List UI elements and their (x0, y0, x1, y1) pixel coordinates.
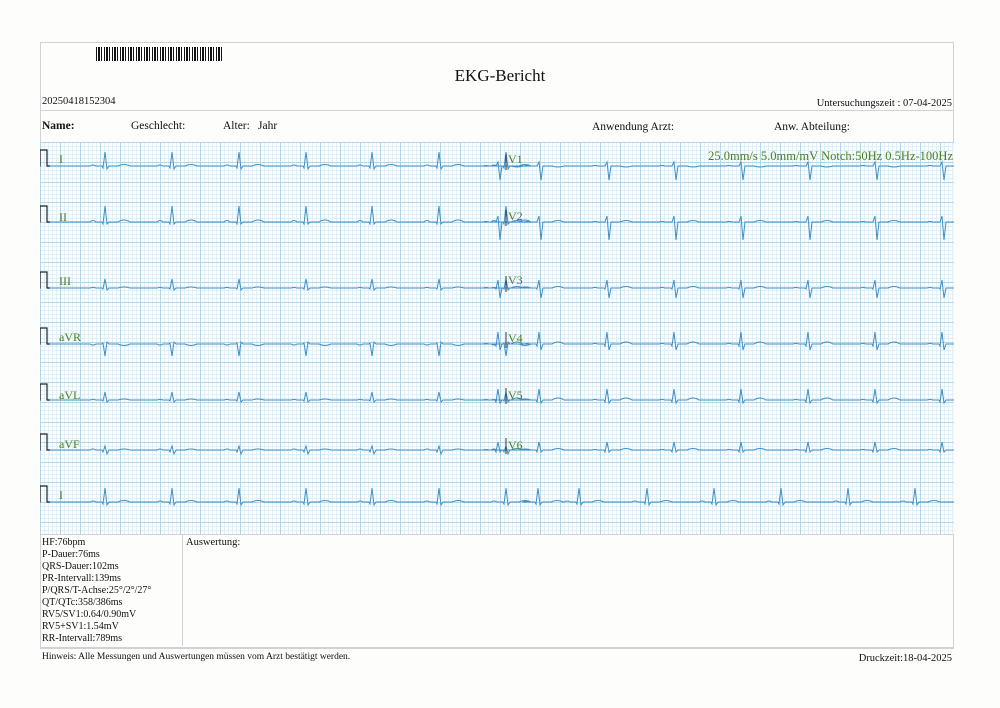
lead-label-rhythm-I: I (59, 488, 63, 502)
lead-label-V4: V4 (508, 331, 523, 345)
measurement-rr-interval: RR-Intervall:789ms (42, 633, 122, 644)
lead-label-V2: V2 (508, 209, 523, 223)
ecg-trace-I (40, 150, 531, 169)
lead-label-V3: V3 (508, 273, 523, 287)
measurement-qrs-duration: QRS-Dauer:102ms (42, 561, 119, 572)
ecg-trace-V2 (483, 216, 954, 240)
lead-label-V5: V5 (508, 388, 523, 402)
ecg-trace-V5 (483, 389, 954, 403)
print-time: Druckzeit:18-04-2025 (858, 653, 952, 664)
lead-label-aVF: aVF (59, 437, 80, 451)
exam-time: Untersuchungszeit : 07-04-2025 (816, 98, 952, 109)
header-divider-top (40, 110, 954, 111)
calibration-pulse-aVL (40, 384, 50, 400)
measurement-qt-qtc: QT/QTc:358/386ms (42, 597, 123, 608)
ecg-settings: 25.0mm/s 5.0mm/mV Notch:50Hz 0.5Hz-100Hz (708, 149, 953, 163)
lead-label-V1: V1 (508, 152, 523, 166)
lead-label-III: III (59, 274, 71, 288)
calibration-pulse-II (40, 206, 50, 222)
name-label: Name: (42, 120, 75, 132)
measurement-axis: P/QRS/T-Achse:25°/2°/27° (42, 585, 152, 596)
ecg-trace-aVR (40, 328, 531, 356)
calibration-pulse-aVR (40, 328, 50, 344)
measurement-p-duration: P-Dauer:76ms (42, 549, 100, 560)
lead-label-aVL: aVL (59, 388, 81, 402)
ecg-trace-V6 (483, 442, 954, 452)
measurements-list (42, 537, 151, 645)
ecg-trace-V1 (483, 162, 954, 180)
ecg-trace-V3 (483, 280, 954, 298)
lead-label-V6: V6 (508, 438, 523, 452)
lead-label-II: II (59, 210, 67, 224)
bottom-divider (40, 534, 954, 535)
doctor-label: Anwendung Arzt: (592, 121, 675, 133)
ecg-trace-rhythm-I (40, 486, 954, 505)
sex-label: Geschlecht: (131, 120, 186, 132)
ecg-trace-aVL (40, 384, 531, 402)
ecg-trace-V4 (483, 332, 954, 350)
measurement-rv5-plus-sv1: RV5+SV1:1.54mV (42, 621, 119, 632)
ecg-trace-aVF (40, 434, 531, 454)
evaluation-label: Auswertung: (186, 537, 241, 548)
department-label: Anw. Abteilung: (774, 121, 850, 133)
calibration-pulse-I (40, 150, 50, 166)
age-unit: Jahr (258, 120, 278, 132)
measurement-rv5-sv1: RV5/SV1:0.64/0.90mV (42, 609, 137, 620)
ecg-traces (40, 142, 954, 534)
footer-notice: Hinweis: Alle Messungen und Auswertungen müssen vom Arzt bestätigt werden. (42, 652, 351, 662)
panel-divider (182, 534, 183, 646)
ecg-trace-III (40, 272, 531, 290)
barcode (96, 47, 224, 61)
measurement-hr: HF:76bpm (42, 537, 86, 548)
calibration-pulse-rhythm-I (40, 486, 50, 502)
measurement-pr-interval: PR-Intervall:139ms (42, 573, 121, 584)
record-id: 20250418152304 (42, 96, 116, 107)
ecg-trace-II (40, 206, 531, 224)
lead-label-aVR: aVR (59, 330, 81, 344)
calibration-pulse-III (40, 272, 50, 288)
lead-label-I: I (59, 152, 63, 166)
age-label: Alter: (223, 120, 250, 132)
calibration-pulse-aVF (40, 434, 50, 450)
page-title: EKG-Bericht (454, 66, 546, 85)
footer-divider (40, 647, 954, 648)
